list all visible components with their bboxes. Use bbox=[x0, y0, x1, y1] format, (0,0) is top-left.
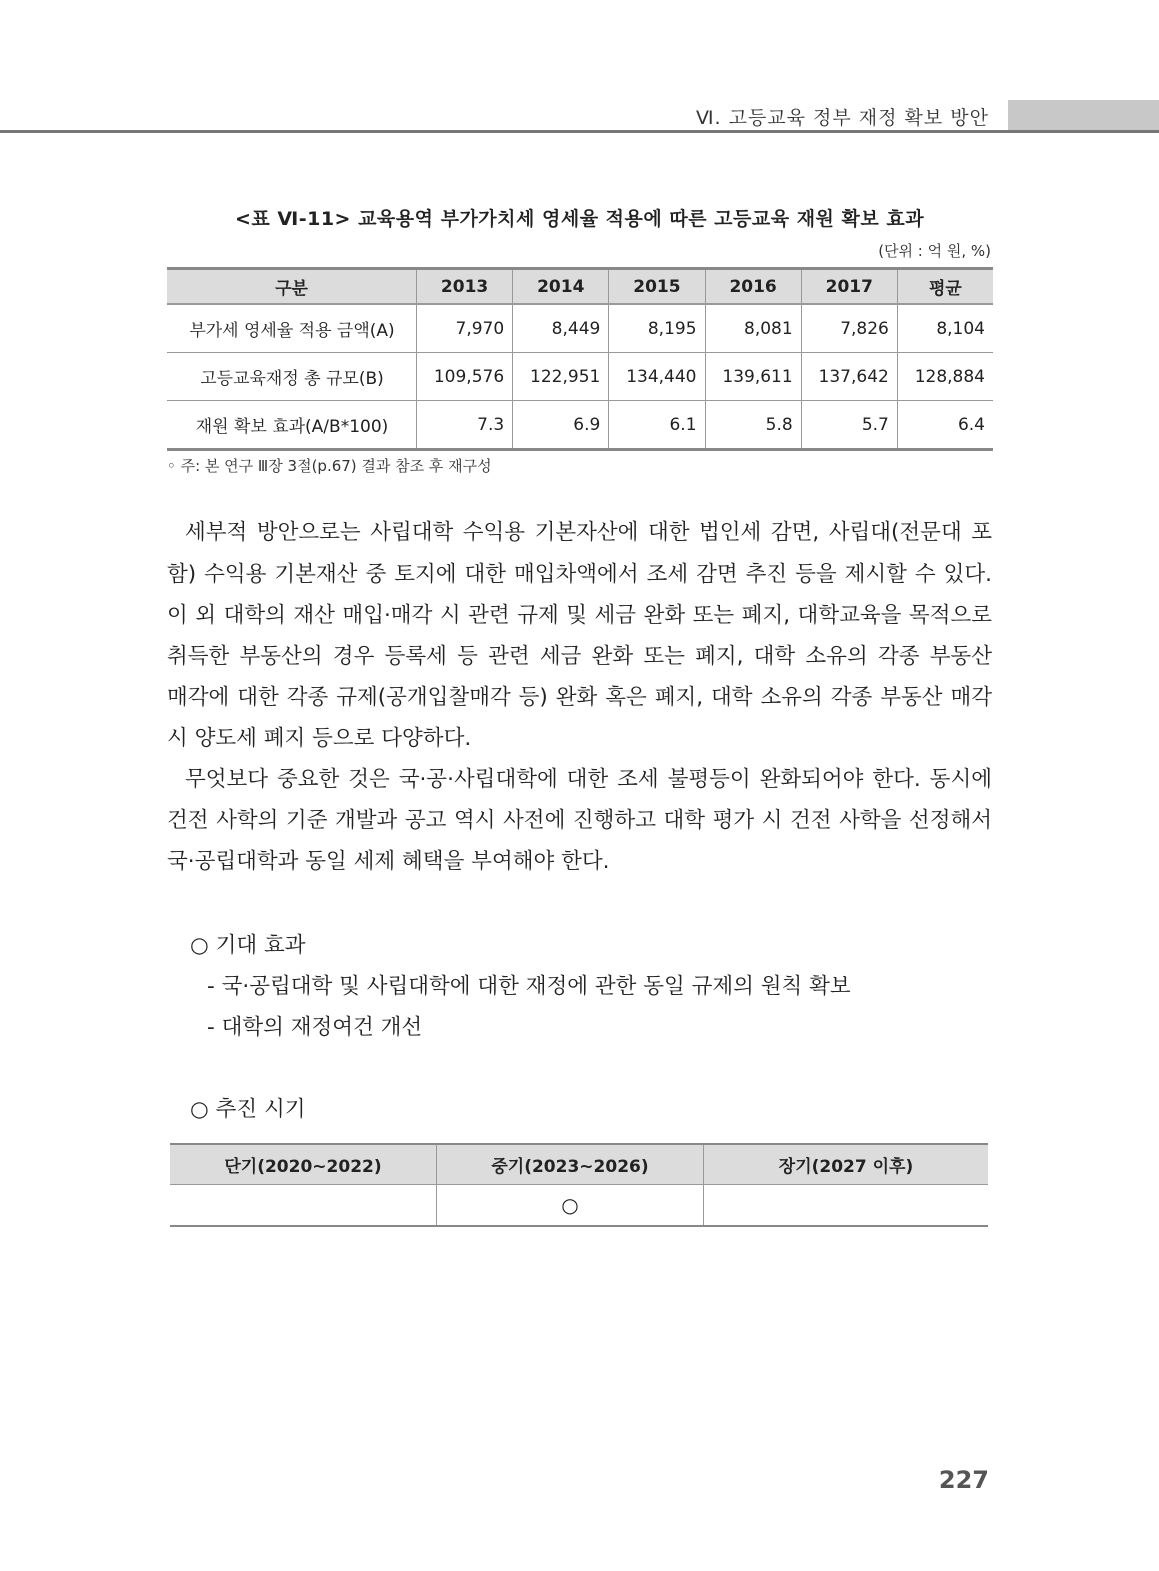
effects-item: - 국·공립대학 및 사립대학에 대한 재정에 관한 동일 규제의 원칙 확보 bbox=[207, 974, 851, 999]
table-header-row bbox=[170, 1144, 988, 1185]
body-line: 국·공립대학과 동일 세제 혜택을 부여해야 한다. bbox=[167, 849, 610, 874]
body-line: 세부적 방안으로는 사립대학 수익용 기본자산에 대한 법인세 감면, 사립대(전문대 포 bbox=[185, 520, 992, 545]
effects-item: - 대학의 재정여건 개선 bbox=[207, 1015, 423, 1040]
cell: 8,449 bbox=[513, 304, 609, 353]
cell: 6.1 bbox=[609, 401, 705, 450]
header-cell: 2015 bbox=[609, 269, 705, 305]
body-line: 함) 수익용 기본재산 중 토지에 대한 매입차액에서 조세 감면 추진 등을 제시할 수 있다. bbox=[167, 562, 992, 587]
table-unit: (단위 : 억 원, %) bbox=[878, 242, 991, 260]
cell: 8,081 bbox=[705, 304, 801, 353]
table-row bbox=[170, 1185, 988, 1227]
cell: 7,826 bbox=[801, 304, 897, 353]
cell: 6.4 bbox=[897, 401, 993, 450]
header-cell: 2017 bbox=[801, 269, 897, 305]
body-line: 매각에 대한 각종 규제(공개입찰매각 등) 완화 혹은 폐지, 대학 소유의 각종 부동산 매각 bbox=[167, 685, 992, 710]
chapter-header: Ⅵ. 고등교육 정부 재정 확보 방안 bbox=[695, 107, 989, 129]
header-cell: 장기(2027 이후) bbox=[704, 1144, 989, 1185]
body-line: 시 양도세 폐지 등으로 다양하다. bbox=[167, 726, 472, 751]
cell: 109,576 bbox=[417, 353, 513, 401]
cell bbox=[170, 1185, 437, 1227]
body-line: 이 외 대학의 재산 매입·매각 시 관련 규제 및 세금 완화 또는 폐지, 대학교육을 목적으로 bbox=[167, 603, 992, 628]
cell: 8,104 bbox=[897, 304, 993, 353]
selected-period-mark: ○ bbox=[437, 1185, 704, 1227]
table-note: ◦ 주: 본 연구 Ⅲ장 3절(p.67) 결과 참조 후 재구성 bbox=[167, 457, 492, 475]
cell: 137,642 bbox=[801, 353, 897, 401]
cell: 5.7 bbox=[801, 401, 897, 450]
cell: 5.8 bbox=[705, 401, 801, 450]
cell: 128,884 bbox=[897, 353, 993, 401]
row-label: 부가세 영세율 적용 금액(A) bbox=[167, 304, 417, 353]
header-cell: 평균 bbox=[897, 269, 993, 305]
cell: 7.3 bbox=[417, 401, 513, 450]
tax-effect-table bbox=[167, 267, 993, 451]
cell: 8,195 bbox=[609, 304, 705, 353]
cell: 7,970 bbox=[417, 304, 513, 353]
header-cell: 구분 bbox=[167, 269, 417, 305]
header-cell: 중기(2023~2026) bbox=[437, 1144, 704, 1185]
effects-heading: ○ 기대 효과 bbox=[190, 933, 306, 958]
body-line: 무엇보다 중요한 것은 국·공·사립대학에 대한 조세 불평등이 완화되어야 한다. 동시에 bbox=[185, 767, 992, 792]
header-cell: 2016 bbox=[705, 269, 801, 305]
cell: 139,611 bbox=[705, 353, 801, 401]
table-row bbox=[167, 304, 993, 353]
header-cell: 2013 bbox=[417, 269, 513, 305]
header-cell: 단기(2020~2022) bbox=[170, 1144, 437, 1185]
header-rule bbox=[0, 130, 1159, 133]
table-row bbox=[167, 353, 993, 401]
table-title: <표 Ⅵ-11> 교육용역 부가가치세 영세율 적용에 따른 고등교육 재원 확보 효과 bbox=[234, 208, 925, 230]
schedule-table bbox=[170, 1143, 988, 1227]
body-line: 취득한 부동산의 경우 등록세 등 관련 세금 완화 또는 폐지, 대학 소유의 각종 부동산 bbox=[167, 644, 992, 669]
cell bbox=[704, 1185, 989, 1227]
header-tab-block bbox=[1008, 100, 1159, 131]
schedule-heading: ○ 추진 시기 bbox=[190, 1097, 306, 1122]
table-header-row bbox=[167, 269, 993, 305]
row-label: 고등교육재정 총 규모(B) bbox=[167, 353, 417, 401]
table-row bbox=[167, 401, 993, 450]
cell: 122,951 bbox=[513, 353, 609, 401]
page-number: 227 bbox=[938, 1466, 989, 1494]
body-line: 건전 사학의 기준 개발과 공고 역시 사전에 진행하고 대학 평가 시 건전 사학을 선정해서 bbox=[167, 808, 992, 833]
cell: 6.9 bbox=[513, 401, 609, 450]
header-cell: 2014 bbox=[513, 269, 609, 305]
cell: 134,440 bbox=[609, 353, 705, 401]
row-label: 재원 확보 효과(A/B*100) bbox=[167, 401, 417, 450]
